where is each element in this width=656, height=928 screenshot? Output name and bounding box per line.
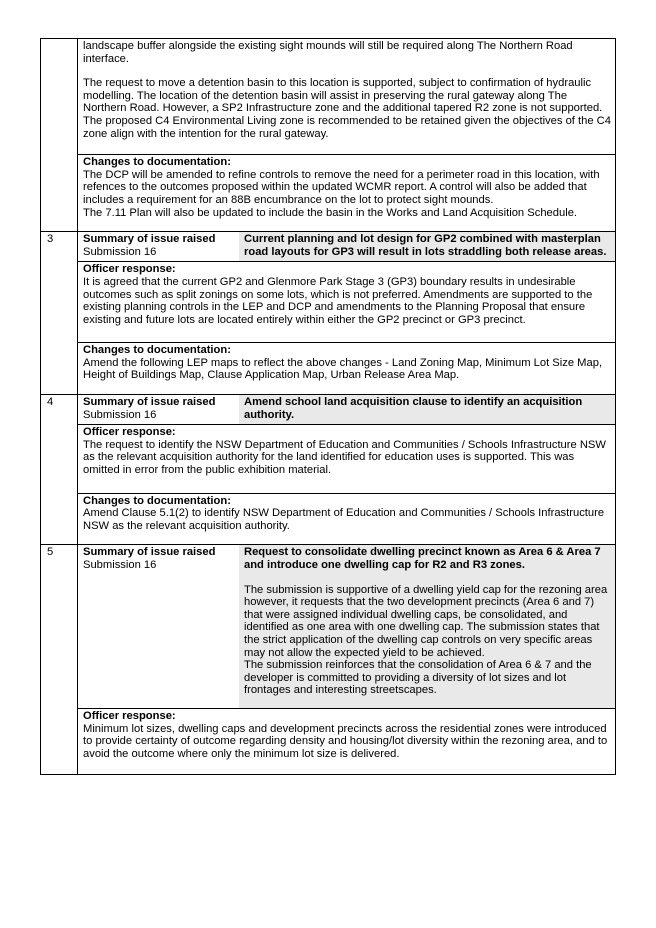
row-number: 4 [41,395,78,545]
table-row [41,343,616,395]
changes-text: Amend the following LEP maps to reflect the above changes - Land Zoning Map, Minimum Lot Size Map, Height of Buildings Map, Clause Application Map, Urban Release Area Map. [83,356,603,382]
row-number: 3 [41,232,78,395]
officer-heading: Officer response: [83,709,176,722]
changes-cell [78,155,616,232]
issue-title-cell [239,232,615,261]
issue-title: Current planning and lot design for GP2 combined with masterplan road layouts for GP3 will result in lots straddling both release areas. [244,233,607,258]
summary-label: Summary of issue raised [83,396,216,409]
table-row [41,425,616,493]
changes-heading: Changes to documentation: [83,494,231,507]
issue-cell [78,232,616,262]
paragraph: The request to move a detention basin to this location is supported, subject to confirmation of hydraulic modelling. The location of the detention basin will assist in preserving the rural gateway along The Northern Road. However, a SP2 Infrastructure zone and the additional tapered R2 zone is not supported. The proposed C4 Environmental Living zone is recommended to be retained given the objectives of the C4 zone align with the intention for the rural gateway. [83,77,611,140]
officer-text: The request to identify the NSW Department of Education and Communities / Schools Infrastructure NSW as the relevant acquisition authority for the land identified for education uses is supported. This was omitted in error from the public exhibition material. [83,438,606,477]
row-number-cell [41,39,78,232]
table-row [41,395,616,425]
paragraph: landscape buffer alongside the existing sight mounds will still be required along The Northern Road interface. [83,40,573,65]
submission-ref: Submission 16 [83,559,157,571]
table-row [41,708,616,774]
summary-cell [78,395,239,424]
officer-text: It is agreed that the current GP2 and Glenmore Park Stage 3 (GP3) boundary results in undesirable outcomes such as split zonings on some lots, which is not preferred. Amendments are supported to the existing planning controls in the LEP and DCP and amendments to the Planning Proposal that ensure existing and future lots are located entirely within either the GP2 precinct or GP3 precinct. [83,275,593,326]
officer-text: Minimum lot sizes, dwelling caps and development precincts across the residential zones were introduced to provide certainty of outcome regarding density and housing/lot diversity within the rezoning area, and to avoid the outcome where only the minimum lot size is delivered. [83,722,608,760]
issue-title-cell [239,545,615,708]
officer-response-cell [78,262,616,343]
changes-heading: Changes to documentation: [83,156,231,169]
row-number: 5 [41,545,78,775]
officer-response-cell [78,39,616,155]
summary-cell [78,545,239,708]
changes-text: Amend Clause 5.1(2) to identify NSW Department of Education and Communities / Schools Infrastructure NSW as the relevant acquisition authority. [83,507,605,532]
table-row [41,493,616,545]
issue-cell [78,395,616,425]
changes-cell [78,493,616,545]
issue-title-cell [239,395,615,424]
document-page [40,38,616,775]
officer-heading: Officer response: [83,426,176,439]
officer-response-cell [78,708,616,774]
summary-cell [78,232,239,261]
changes-heading: Changes to documentation: [83,344,231,357]
issue-cell [78,545,616,709]
issue-title: Request to consolidate dwelling precinct known as Area 6 & Area 7 and introduce one dwelling cap for R2 and R3 zones. [244,546,601,571]
submission-ref: Submission 16 [83,408,157,421]
changes-text: The DCP will be amended to refine controls to remove the need for a perimeter road in this location, with refences to the outcomes proposed within the updated WCMR report. A control will also be added that includes a requirement for an 88B encumbrance on the lot to protect sight mounds. [83,168,600,206]
changes-cell [78,343,616,395]
issue-title: Amend school land acquisition clause to identify an acquisition authority. [244,396,583,421]
changes-text: The 7.11 Plan will also be updated to include the basin in the Works and Land Acquisition Schedule. [83,206,578,219]
issue-body: The submission is supportive of a dwelling yield cap for the rezoning area however, it requests that the two development precincts (Area 6 and 7) that were assigned individual dwelling caps, be consolidated, and identified as one area with one dwelling cap. The submission states that the strict application of the dwelling cap controls on very specific areas may not allow the expected yield to be achieved. [244,583,608,659]
issue-body: The submission reinforces that the consolidation of Area 6 & 7 and the developer is committed to providing a diversity of lot sizes and lot frontages and interesting streetscapes. [244,659,592,697]
submission-ref: Submission 16 [83,245,157,258]
table-row [41,232,616,262]
table-row [41,39,616,155]
table-row [41,545,616,709]
table-row [41,262,616,343]
officer-response-cell [78,425,616,493]
table-row [41,155,616,232]
summary-label: Summary of issue raised [83,233,216,246]
submissions-table [40,38,616,775]
officer-heading: Officer response: [83,263,176,276]
summary-label: Summary of issue raised [83,546,216,559]
